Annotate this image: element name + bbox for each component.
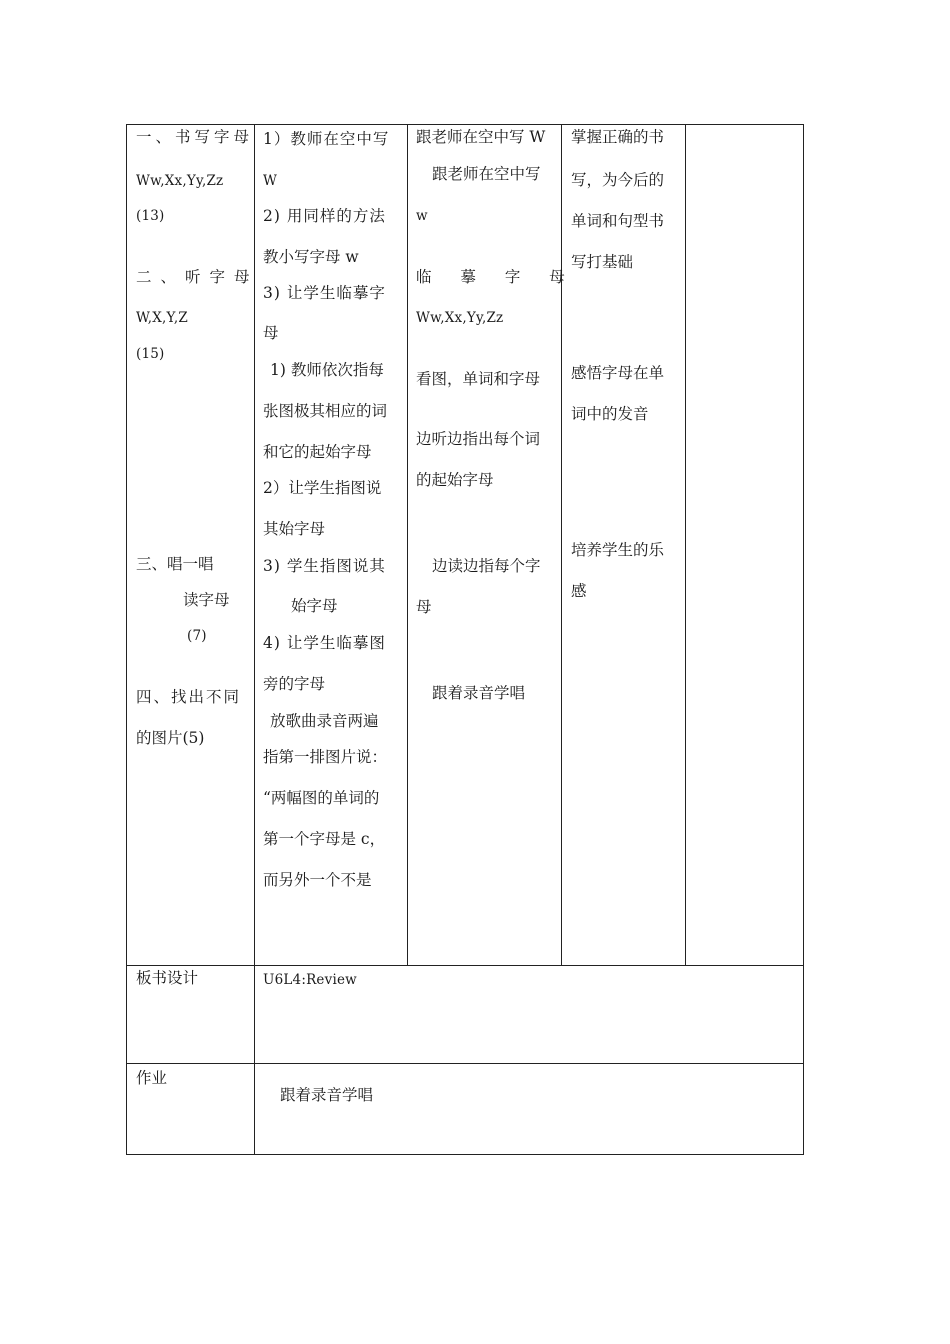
board-design-label: 板书设计	[136, 969, 199, 987]
column-divider	[407, 125, 408, 965]
step-letters: W,X,Y,Z	[136, 310, 188, 326]
student-activity-line: Ww,Xx,Yy,Zz	[416, 310, 504, 326]
purpose-line: 培养学生的乐	[571, 541, 665, 559]
teacher-activity-line: 张图极其相应的词	[263, 402, 388, 420]
teacher-activity-line: 旁的字母	[263, 675, 326, 693]
step-letters: Ww,Xx,Yy,Zz	[136, 173, 224, 189]
teacher-activity-line: 4) 让学生临摹图	[263, 634, 386, 652]
step-subtitle: 的图片(5)	[136, 729, 205, 747]
teacher-activity-line: 第一个字母是 c，	[263, 830, 386, 848]
student-activity-line: 跟老师在空中写	[432, 165, 541, 183]
step-time: (13)	[136, 208, 165, 224]
step-title: 一、书写字母	[136, 128, 254, 146]
student-activity-line: 的起始字母	[416, 471, 494, 489]
step-time: (7)	[187, 628, 207, 644]
row-divider	[127, 965, 804, 966]
teacher-activity-line: 母	[263, 324, 279, 342]
student-activity-line: 边读边指每个字	[432, 557, 541, 575]
student-activity-line: 跟着录音学唱	[432, 684, 526, 702]
board-design-content: U6L4:Review	[263, 972, 357, 988]
teacher-activity-line: 3) 学生指图说其	[263, 557, 386, 575]
step-time: (15)	[136, 346, 165, 362]
purpose-line: 感	[571, 582, 587, 600]
teacher-activity-line: W	[263, 173, 278, 189]
student-activity-line: 母	[416, 598, 432, 616]
student-activity-line: 边听边指出每个词	[416, 430, 541, 448]
purpose-line: 感悟字母在单	[571, 364, 665, 382]
purpose-line: 写，为今后的	[571, 171, 665, 189]
step-subtitle: 读字母	[183, 591, 230, 609]
teacher-activity-line: “两幅图的单词的	[263, 789, 380, 807]
student-activity-line: 跟老师在空中写 W	[416, 128, 546, 146]
teacher-activity-line: 教小写字母 w	[263, 248, 359, 266]
purpose-line: 掌握正确的书	[571, 128, 665, 146]
purpose-line: 单词和句型书	[571, 212, 665, 230]
student-activity-line: 看图，单词和字母	[416, 370, 541, 388]
teacher-activity-line: 而另外一个不是	[263, 871, 372, 889]
purpose-line: 词中的发音	[571, 405, 649, 423]
teacher-activity-line: 2）让学生指图说	[263, 479, 382, 497]
teacher-activity-line: 始字母	[291, 597, 338, 615]
teacher-activity-line: 放歌曲录音两遍	[270, 712, 379, 730]
homework-content: 跟着录音学唱	[280, 1086, 374, 1104]
column-divider	[561, 125, 562, 965]
purpose-line: 写打基础	[571, 253, 634, 271]
teacher-activity-line: 和它的起始字母	[263, 443, 372, 461]
teacher-activity-line: 1) 教师依次指每	[270, 361, 384, 379]
student-activity-line: 临 摹 字 母	[416, 268, 577, 286]
teacher-activity-line: 2) 用同样的方法	[263, 207, 386, 225]
teacher-activity-line: 指第一排图片说：	[263, 748, 388, 766]
student-activity-line: w	[416, 208, 428, 224]
step-title: 三、唱一唱	[136, 555, 214, 573]
step-title: 二、听字母	[136, 268, 259, 286]
teacher-activity-line: 其始字母	[263, 520, 326, 538]
row-divider	[127, 1063, 804, 1064]
column-divider	[685, 125, 686, 965]
teacher-activity-line: 3) 让学生临摹字	[263, 284, 386, 302]
teacher-activity-line: 1）教师在空中写	[263, 130, 390, 148]
step-title: 四、找出不同	[136, 688, 242, 706]
homework-label: 作业	[136, 1069, 168, 1087]
